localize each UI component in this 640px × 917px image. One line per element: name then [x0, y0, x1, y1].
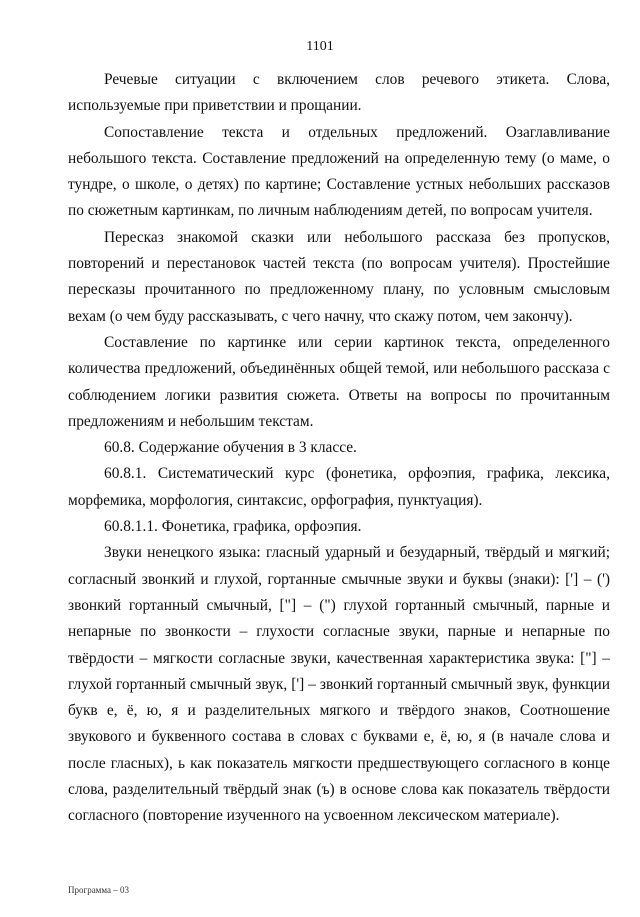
- section-heading-60-8-1: 60.8.1. Систематический курс (фонетика, орфоэпия, графика, лексика, морфемика, морфология, синтаксис, орфография, пунктуация).: [68, 465, 610, 509]
- section-heading-60-8: 60.8. Содержание обучения в 3 классе.: [104, 439, 357, 457]
- page-footer: Программа – 03: [68, 885, 130, 895]
- paragraph-picture-composition: Составление по картинке или серии картинок текста, определенного количества предложений, объединённых общей темой, или небольшого рассказа с соблюдением логики развития сюжета. Ответы на вопросы по прочитанным предложениям и небольшим текстам.: [68, 333, 610, 430]
- paragraph-sounds: Звуки ненецкого языка: гласный ударный и безударный, твёрдый и мягкий; согласный звонкий и глухой, гортанные смычные звуки и буквы (знаки): ['] – (') звонкий гортанный смычный, ["] – (") глухой гортанный смычный, парные и непарные по звонкости – глухости согласные звуки, парные и непарные по твёрдости – мягкости согласные звуки, качественная характеристика звука: ["] – глухой гортанный смычный звук, ['] – звонкий гортанный смычный звук, функции букв е, ё, ю, я и разделительных мягкого и твёрдого знаков, Соотношение звукового и буквенного состава в словах с буквами е, ё, ю, я (в начале слова и после гласных), ь как показатель мягкости предшествующего согласного в конце слова, разделительный твёрдый знак (ъ) в основе слова как показатель твёрдости согласного (повторение изученного на усвоенном лексическом материале).: [68, 544, 610, 825]
- paragraph-retelling: Пересказ знакомой сказки или небольшого рассказа без пропусков, повторений и перестановок частей текста (по вопросам учителя). Простейшие пересказы прочитанного по предложенному плану, по условным смысловым вехам (о чем буду рассказывать, с чего начну, что скажу потом, чем закончу).: [68, 228, 610, 325]
- body-text: [68, 67, 610, 830]
- paragraph-speech-situations: Речевые ситуации с включением слов речевого этикета. Слова, используемые при приветствии и прощании.: [68, 71, 610, 115]
- section-heading-60-8-1-1: 60.8.1.1. Фонетика, графика, орфоэпия.: [104, 518, 362, 536]
- paragraph-text-composition: Сопоставление текста и отдельных предложений. Озаглавливание небольшого текста. Составление предложений на определенную тему (о маме, о тундре, о школе, о детях) по картине; Составление устных небольших рассказов по сюжетным картинкам, по личным наблюдениям детей, по вопросам учителя.: [68, 123, 610, 220]
- page-number: 1101: [306, 39, 334, 54]
